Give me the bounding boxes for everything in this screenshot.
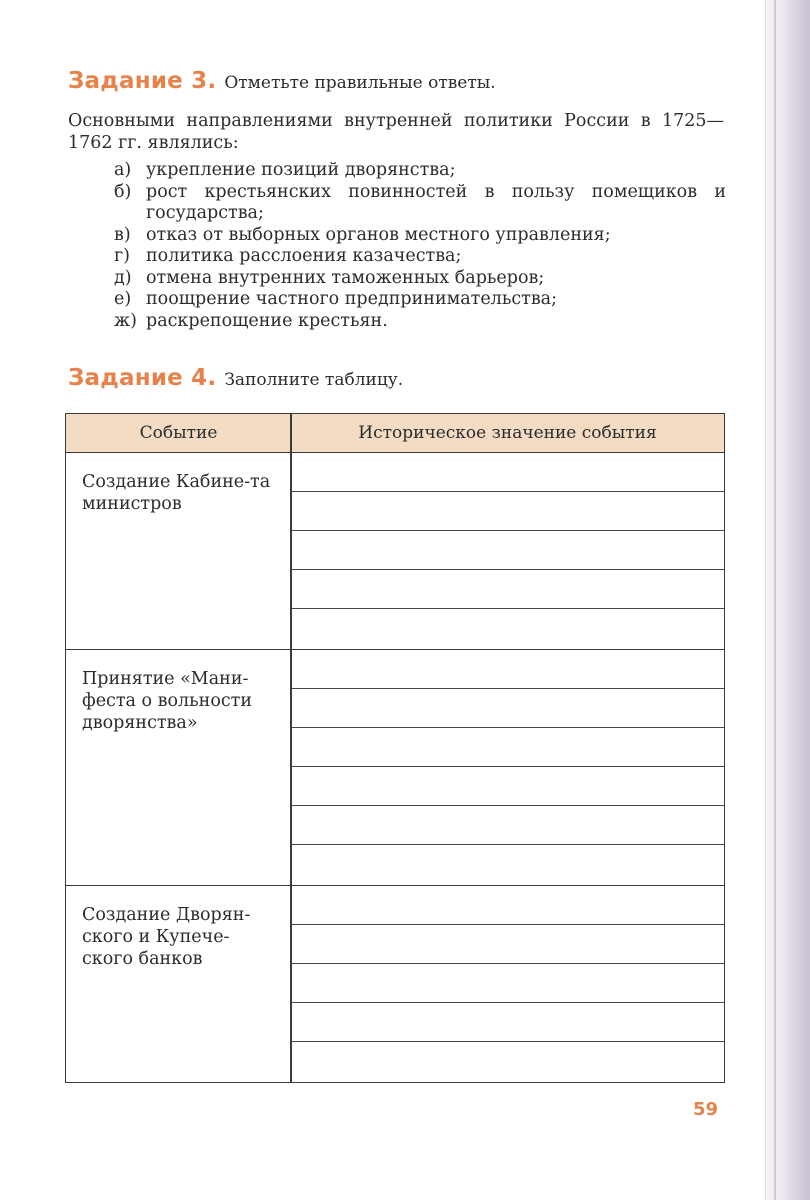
option-text: политика расслоения казачества; — [146, 246, 462, 266]
option-v[interactable] — [114, 225, 726, 247]
option-text: раскрепощение крестьян. — [146, 310, 388, 331]
answer-line[interactable] — [291, 569, 724, 570]
option-text: рост крестьянских повинностей в пользу помещиков и государства; — [146, 181, 726, 223]
answer-line[interactable] — [291, 963, 724, 964]
option-letter: б) — [114, 181, 132, 202]
table-row — [66, 650, 724, 886]
option-letter: д) — [114, 267, 132, 288]
task3-title: Задание 3. — [68, 68, 217, 94]
task3-options — [114, 160, 726, 332]
answer-line[interactable] — [291, 805, 724, 806]
option-e[interactable] — [114, 289, 726, 311]
task4-title: Задание 4. — [68, 365, 217, 391]
option-b[interactable] — [114, 182, 726, 225]
page-number: 59 — [693, 1099, 719, 1120]
event-cell: Создание Кабине-та министров — [82, 472, 271, 514]
answer-line[interactable] — [291, 1041, 724, 1042]
header-meaning: Историческое значение события — [358, 423, 657, 443]
option-zh[interactable] — [114, 311, 726, 333]
task3-question: Основными направлениями внутренней политики России в 1725—1762 гг. являлись: — [68, 111, 724, 153]
answer-line[interactable] — [291, 766, 724, 767]
task3-instruction: Отметьте правильные ответы. — [224, 73, 496, 93]
answer-line[interactable] — [291, 688, 724, 689]
page-edge — [765, 0, 810, 1200]
option-letter: е) — [114, 289, 132, 309]
option-letter: ж) — [114, 310, 137, 331]
answer-line[interactable] — [291, 924, 724, 925]
header-event: Событие — [139, 423, 218, 443]
events-table — [65, 413, 725, 1083]
answer-line[interactable] — [291, 608, 724, 609]
option-text: отмена внутренних таможенных барьеров; — [146, 267, 545, 288]
option-letter: в) — [114, 224, 131, 245]
option-g[interactable] — [114, 246, 726, 268]
table-row — [66, 886, 724, 1082]
answer-line[interactable] — [291, 727, 724, 728]
table-row — [66, 453, 724, 650]
task4-instruction: Заполните таблицу. — [224, 370, 404, 390]
option-a[interactable] — [114, 160, 726, 182]
option-text: укрепление позиций дворянства; — [146, 160, 456, 180]
option-letter: а) — [114, 160, 132, 180]
event-cell: Создание Дворян-ского и Купече-ского банков — [82, 905, 251, 969]
task3-heading — [68, 68, 496, 94]
answer-line[interactable] — [291, 1002, 724, 1003]
option-text: поощрение частного предпринимательства; — [146, 289, 558, 309]
table-header — [66, 414, 724, 453]
event-cell: Принятие «Мани-феста о вольности дворянства» — [82, 669, 253, 733]
option-text: отказ от выборных органов местного управления; — [146, 224, 611, 245]
answer-line[interactable] — [291, 844, 724, 845]
task4-heading — [68, 365, 403, 391]
option-letter: г) — [114, 246, 130, 266]
option-d[interactable] — [114, 268, 726, 290]
answer-line[interactable] — [291, 491, 724, 492]
answer-line[interactable] — [291, 530, 724, 531]
